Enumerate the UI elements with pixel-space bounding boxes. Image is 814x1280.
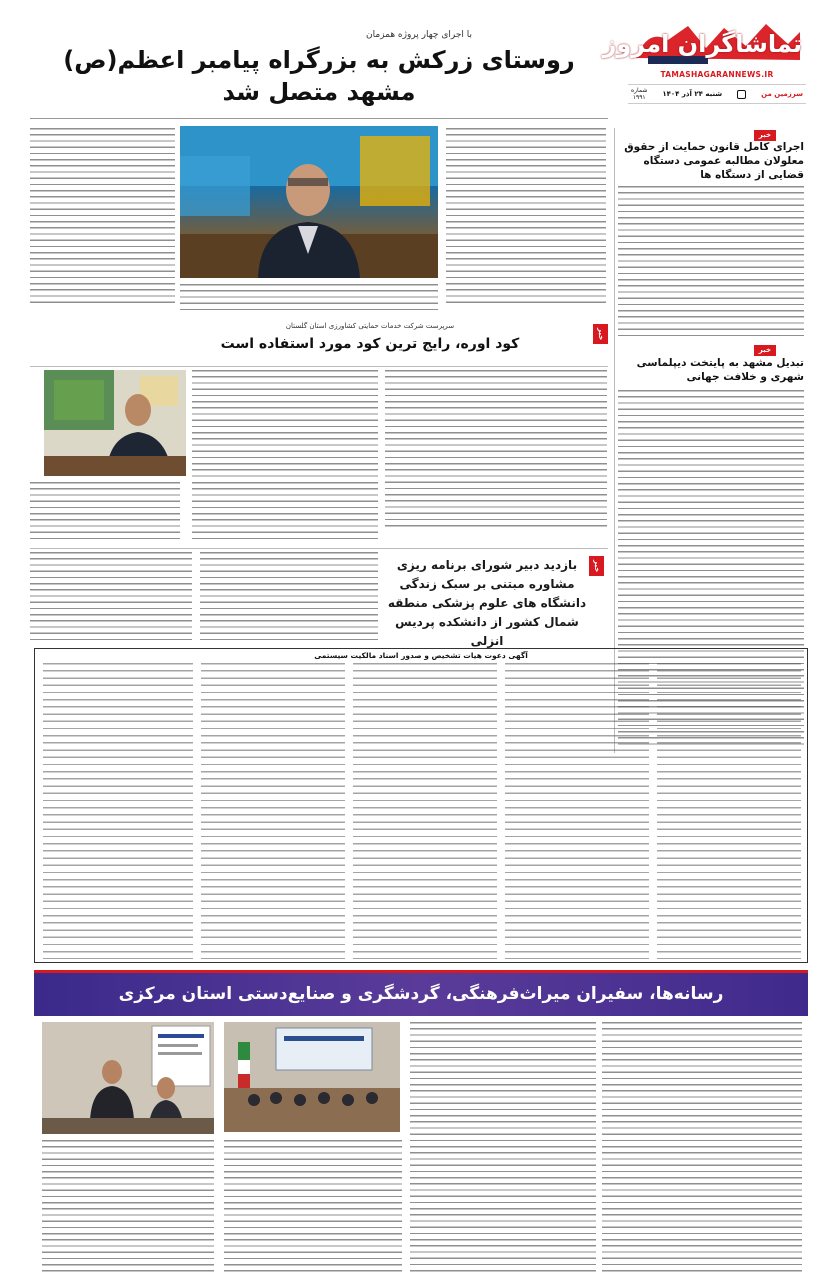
banner-photo-2 [224,1022,400,1132]
banner-headline: رسانه‌ها، سفیران میراث‌فرهنگی، گردشگری و صنایع‌دستی استان مرکزی [118,984,724,1004]
issue-label: شماره [631,87,648,94]
conference-photo [224,1022,400,1132]
logo-text: تماشاگران امروز [602,30,802,58]
top-story-col-3 [180,284,438,314]
notice-col-3 [353,663,497,959]
region-label: سرزمین من [761,90,803,98]
top-story-kicker: با اجرای چهار پروژه همزمان [365,30,473,40]
site-url: TAMASHAGARANNEWS.IR [660,70,774,79]
medical-headline: بازدید دبیر شورای برنامه ریزی مشاوره مبتنی بر سبک زندگی دانشگاه های علوم پزشکی منطقه شمال کشور از دانشکده پردیس انزلی [387,558,587,648]
official-portrait-2 [44,370,186,476]
top-story-col-2 [30,128,175,303]
urea-story [30,318,608,366]
notice-box [34,648,808,963]
notice-col-5 [43,663,193,959]
urea-tag: خبر [593,324,608,344]
banner-col-4 [42,1140,214,1272]
medical-col-1 [200,552,378,642]
article2-headline: تبدیل مشهد به پایتخت دیپلماسی شهری و خلافت جهانی [636,357,804,383]
notice-col-4 [201,663,345,959]
date-bar [628,84,806,104]
top-story-headline: روستای زرکش به بزرگراه پیامبر اعظم(ص) مشهد متصل شد [63,46,575,106]
official-portrait [180,126,438,278]
meeting-photo [42,1022,214,1134]
top-story-col-1 [446,128,606,303]
banner-photo-1 [42,1022,214,1134]
article1-headline: اجرای کامل قانون حمایت از حقوق معلولان مطالبه عمومی دستگاه قضایی از دستگاه ها [624,141,804,181]
medical-tag: خبر [589,556,604,576]
date-icon [737,90,746,99]
urea-col-4 [192,482,378,544]
top-story-photo [180,126,438,278]
banner-col-1 [602,1022,802,1272]
masthead [602,14,806,126]
issue-number: ۱۹۹۱ [632,94,646,101]
article2-tag: خبر [754,345,776,356]
date: شنبه ۲۴ آذر ۱۴۰۴ [662,90,723,98]
urea-col-2 [192,370,378,478]
issue-box [631,87,647,101]
urea-col-3 [30,482,180,544]
urea-photo [44,370,186,476]
urea-kicker: سرپرست شرکت خدمات حمایتی کشاورزی استان گلستان [285,322,455,330]
urea-headline: کود اوره، رایج ترین کود مورد استفاده است [220,336,520,352]
banner-col-2 [410,1022,596,1272]
banner-col-3 [224,1140,402,1272]
medical-col-2 [30,552,192,642]
notice-title: آگهی دعوت هیات تشخیص و صدور اسناد مالکیت سیستمی [314,651,528,660]
article1-body [618,186,804,336]
notice-col-2 [505,663,649,959]
article1-tag: خبر [754,130,776,141]
urea-col-1 [385,370,607,528]
banner [34,970,808,1016]
notice-col-1 [657,663,801,959]
